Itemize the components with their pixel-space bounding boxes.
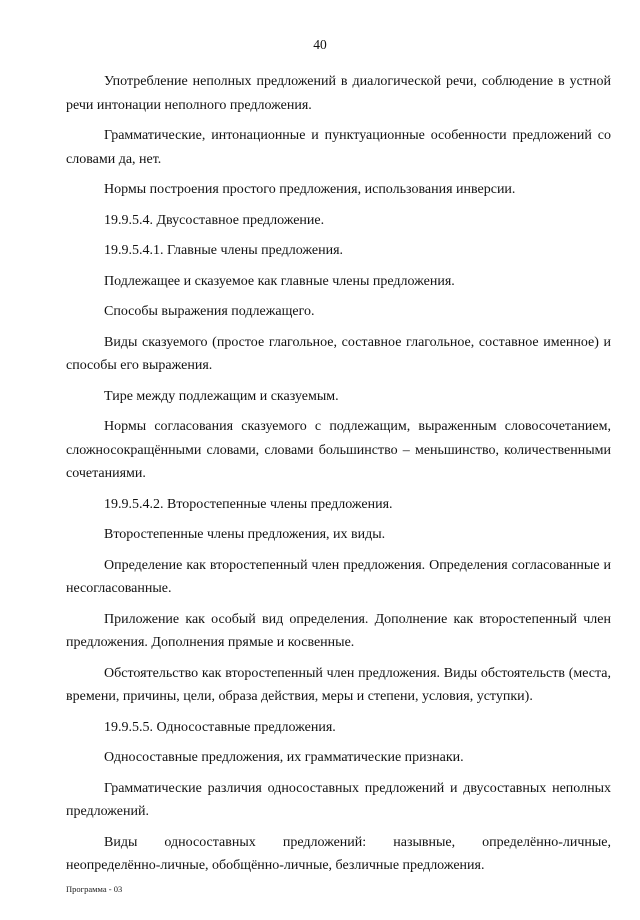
paragraph: Определение как второстепенный член предложения. Определения согласованные и несогласованные. [66, 557, 611, 596]
paragraph: Нормы построения простого предложения, использования инверсии. [104, 182, 516, 197]
paragraph: Виды односоставных предложений: назывные, определённо-личные, неопределённо-личные, обобщённо-личные, безличные предложения. [66, 834, 611, 873]
section-heading: 19.9.5.5. Односоставные предложения. [104, 719, 336, 735]
page-number: 40 [313, 37, 327, 52]
page-footer: Программа - 03 [66, 884, 123, 894]
paragraph: Второстепенные члены предложения, их виды. [104, 527, 386, 542]
paragraph: Нормы согласования сказуемого с подлежащим, выраженным словосочетанием, сложносокращёнными словами, словами большинство – меньшинство, количественными сочетаниями. [66, 419, 611, 481]
paragraph: Грамматические, интонационные и пунктуационные особенности предложений со словами да, нет. [66, 128, 611, 167]
paragraph: Способы выражения подлежащего. [104, 304, 315, 319]
paragraph: Подлежащее и сказуемое как главные члены предложения. [104, 273, 455, 289]
paragraph: Виды сказуемого (простое глагольное, составное глагольное, составное именное) и способы его выражения. [66, 334, 611, 373]
paragraph: Тире между подлежащим и сказуемым. [104, 388, 339, 404]
paragraph: Обстоятельство как второстепенный член предложения. Виды обстоятельств (места, времени, причины, цели, образа действия, меры и степени, условия, уступки). [66, 665, 611, 704]
subsection-heading: 19.9.5.4.1. Главные члены предложения. [104, 243, 344, 258]
page-content [66, 70, 611, 885]
subsection-heading: 19.9.5.4.2. Второстепенные члены предложения. [104, 496, 393, 512]
paragraph: Грамматические различия односоставных предложений и двусоставных неполных предложений. [66, 780, 611, 819]
section-heading: 19.9.5.4. Двусоставное предложение. [104, 212, 325, 228]
paragraph: Приложение как особый вид определения. Дополнение как второстепенный член предложения. Дополнения прямые и косвенные. [66, 611, 611, 650]
paragraph: Употребление неполных предложений в диалогической речи, соблюдение в устной речи интонации неполного предложения. [66, 74, 611, 113]
paragraph: Односоставные предложения, их грамматические признаки. [104, 750, 464, 765]
